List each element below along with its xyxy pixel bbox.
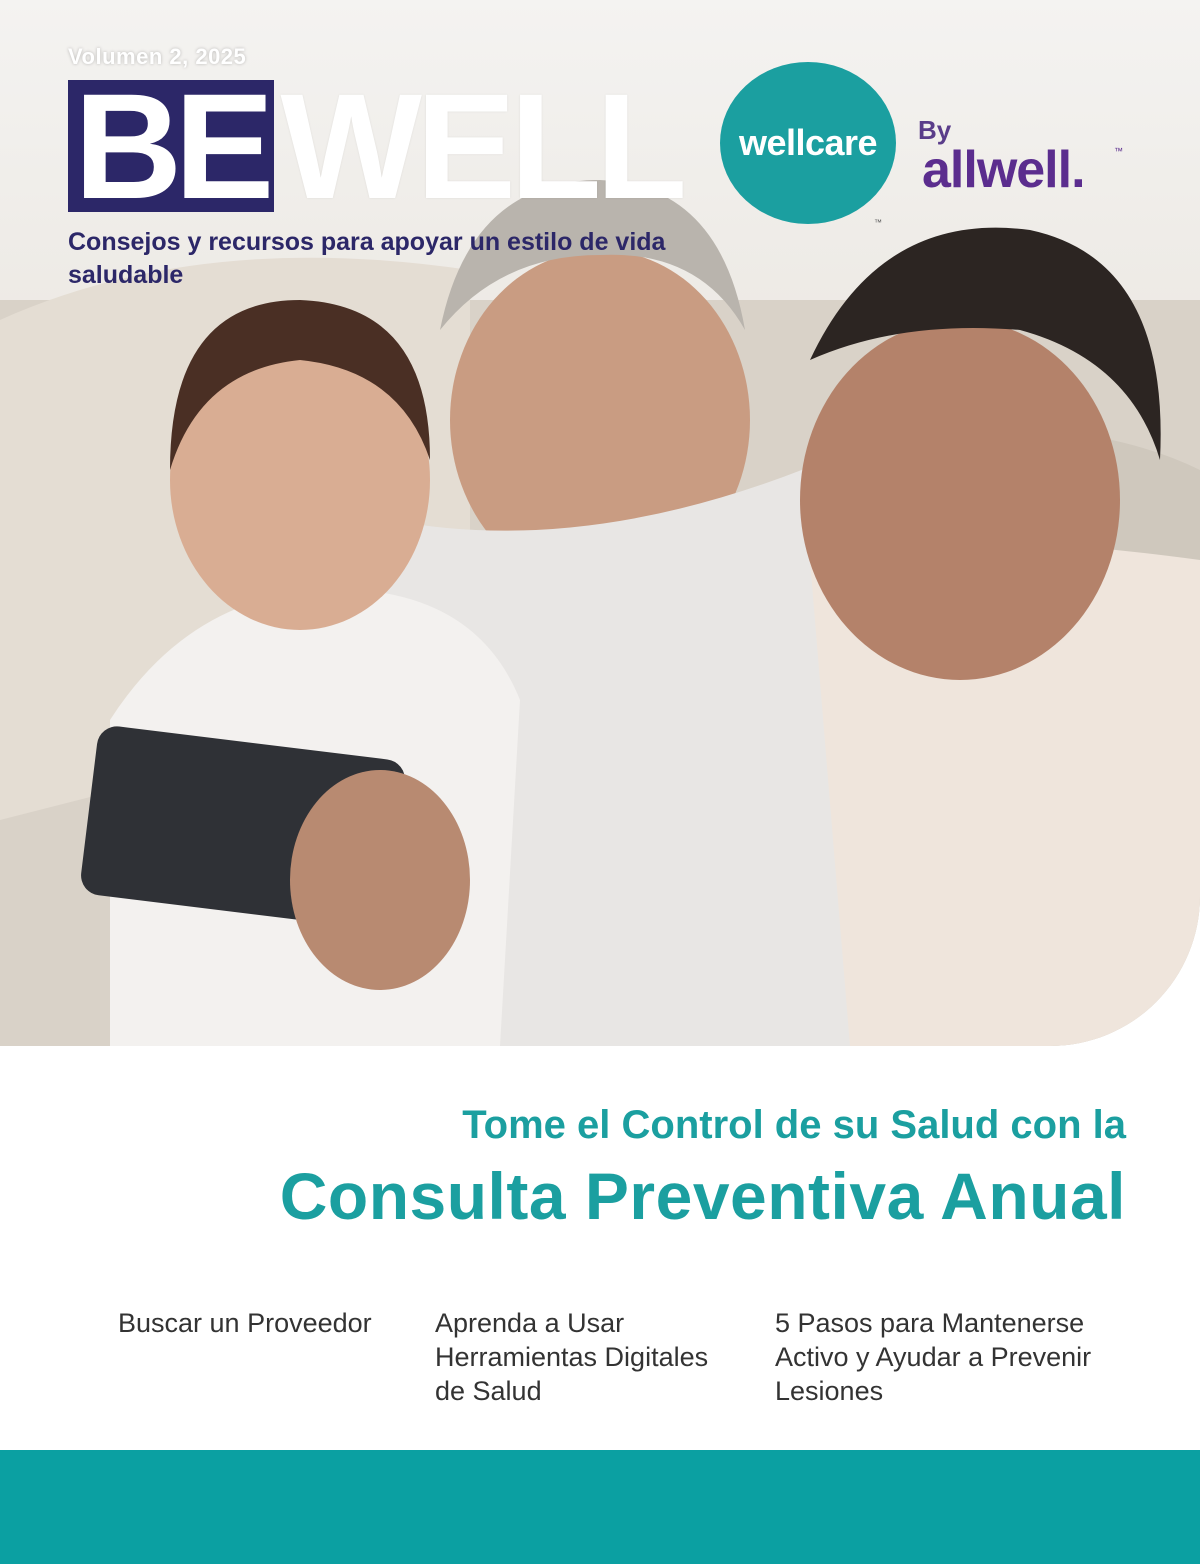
toc-item-digital-tools: Aprenda a Usar Herramientas Digitales de Salud (435, 1308, 709, 1406)
tagline: Consejos y recursos para apoyar un estilo de vida saludable (68, 228, 666, 289)
by-label: By (918, 115, 952, 145)
title-well: WELL (280, 62, 682, 230)
magazine-title (68, 62, 682, 230)
wellcare-logo-text: wellcare (738, 122, 878, 163)
wellcare-logo (720, 62, 896, 224)
allwell-logo: allwell. (922, 141, 1085, 199)
title-be: BE (68, 80, 274, 212)
headline-line1: Tome el Control de su Salud con la (462, 1103, 1126, 1147)
headline-line2: Consulta Preventiva Anual (279, 1159, 1126, 1233)
wellcare-tm: ™ (874, 218, 882, 227)
toc-item-stay-active: 5 Pasos para Mantenerse Activo y Ayudar a Prevenir Lesiones (775, 1308, 1092, 1406)
volume-label: Volumen 2, 2025 (68, 44, 247, 69)
footer-bar (0, 1450, 1200, 1564)
toc-item-find-provider: Buscar un Proveedor (118, 1308, 372, 1338)
allwell-tm: ™ (1114, 146, 1123, 156)
